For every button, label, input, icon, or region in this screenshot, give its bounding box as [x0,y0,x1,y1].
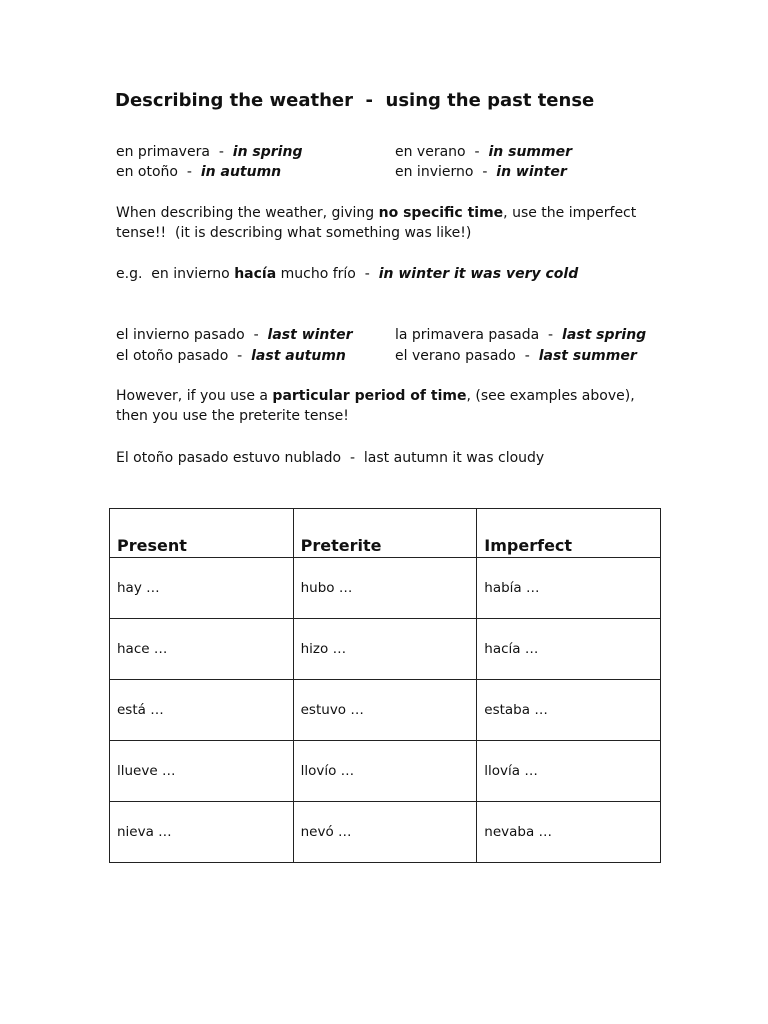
rule-preterite-line1: However, if you use a particular period of time, (see examples above), [116,388,635,404]
table-header-row [110,509,661,558]
season-winter: en invierno - in winter [395,164,567,180]
past-spring: la primavera pasada - last spring [395,327,647,343]
table-cell: llovía … [477,741,661,802]
page-title: Describing the weather - using the past tense [115,90,595,111]
table-row [110,741,661,802]
past-winter: el invierno pasado - last winter [116,327,353,343]
example-preterite: El otoño pasado estuvo nublado - last autumn it was cloudy [116,450,545,466]
table-cell: estaba … [477,680,661,741]
table-cell: hay … [110,558,294,619]
table-cell: nevaba … [477,802,661,863]
table-row [110,619,661,680]
table-cell: nevó … [293,802,477,863]
header-present: Present [110,509,294,558]
past-summer: el verano pasado - last summer [395,348,637,364]
past-autumn: el otoño pasado - last autumn [116,348,346,364]
table-cell: hizo … [293,619,477,680]
header-preterite: Preterite [293,509,477,558]
table-cell: está … [110,680,294,741]
table-cell: nieva … [110,802,294,863]
table-cell: había … [477,558,661,619]
table-cell: estuvo … [293,680,477,741]
season-summer: en verano - in summer [395,144,572,160]
rule-preterite-line2: then you use the preterite tense! [116,408,349,424]
tense-table [109,508,661,863]
season-spring: en primavera - in spring [116,144,303,160]
header-imperfect: Imperfect [477,509,661,558]
table-cell: hacía … [477,619,661,680]
rule-imperfect-line2: tense!! (it is describing what something was like!) [116,225,472,241]
table-cell: hace … [110,619,294,680]
table-row [110,558,661,619]
rule-imperfect-line1: When describing the weather, giving no specific time, use the imperfect [116,205,637,221]
example-imperfect: e.g. en invierno hacía mucho frío - in winter it was very cold [116,266,579,282]
season-autumn: en otoño - in autumn [116,164,282,180]
table-cell: llovío … [293,741,477,802]
table-cell: llueve … [110,741,294,802]
table-cell: hubo … [293,558,477,619]
table-row [110,802,661,863]
table-row [110,680,661,741]
